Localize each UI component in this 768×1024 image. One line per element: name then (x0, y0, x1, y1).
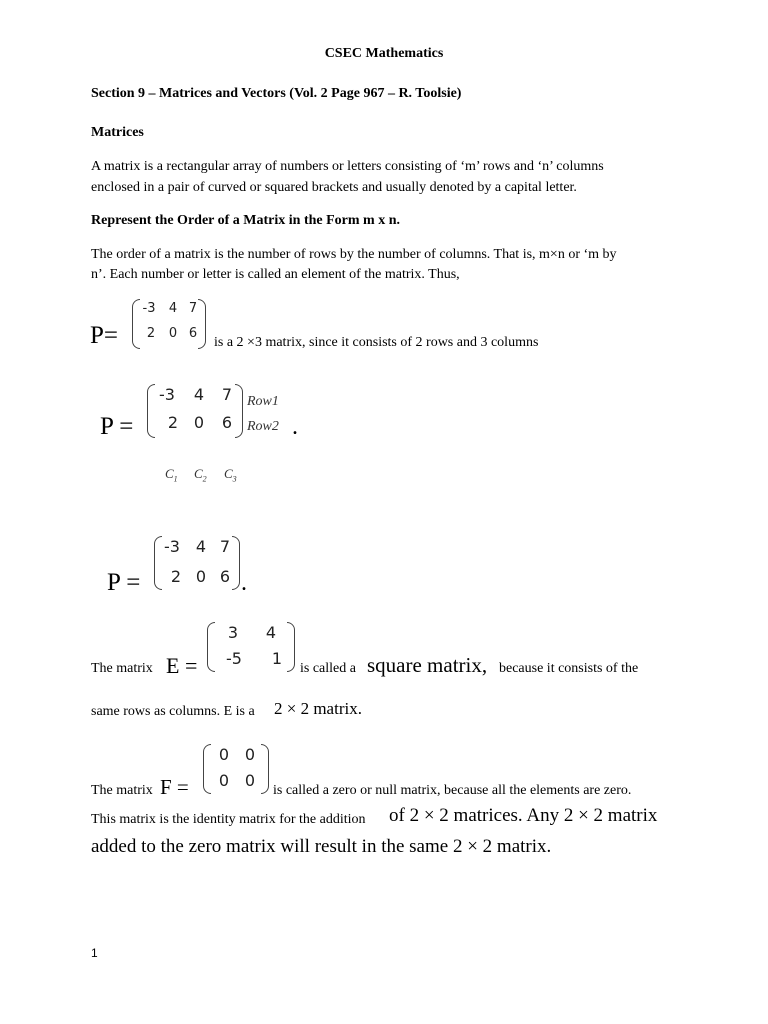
example1-label: P= (90, 322, 119, 349)
example3-matrix (154, 536, 240, 590)
matrix-cell: 4 (168, 301, 178, 316)
square-line2-order: 2 × 2 matrix. (274, 699, 362, 718)
matrix-cell: -3 (164, 537, 180, 556)
square-suffix: because it consists of the (499, 661, 639, 676)
square-mid: is called a (300, 661, 356, 676)
example1-matrix (132, 299, 206, 349)
zero-matrix (203, 744, 269, 794)
row-label-2: Row2 (247, 419, 279, 434)
square-matrix (207, 622, 295, 672)
zero-line2-text: This matrix is the identity matrix for the addition (91, 812, 366, 827)
matrix-cell: 0 (244, 745, 256, 764)
column-label-2: $C_2$ (194, 466, 207, 484)
zero-line2-order: of 2 × 2 matrices. Any 2 × 2 matrix (389, 805, 658, 826)
matrix-cell: 4 (265, 623, 277, 642)
zero-prefix: The matrix (91, 783, 153, 798)
column-label-1: $C_1$ (165, 466, 178, 484)
matrix-cell: 0 (193, 413, 205, 432)
matrices-heading: Matrices (91, 125, 144, 140)
matrix-cell: 0 (168, 326, 178, 341)
matrix-cell: 0 (244, 771, 256, 790)
matrix-cell: 0 (218, 771, 230, 790)
matrix-cell: 0 (195, 567, 207, 586)
matrix-cell: 3 (227, 623, 239, 642)
example3-label: P = (107, 569, 141, 596)
matrix-cell: 0 (218, 745, 230, 764)
square-term: square matrix, (367, 653, 488, 677)
example3-period: . (241, 570, 247, 596)
section-heading: Section 9 – Matrices and Vectors (Vol. 2 Page 967 – R. Toolsie) (91, 86, 462, 101)
right-bracket (261, 744, 269, 794)
matrix-cell: -5 (226, 649, 242, 668)
matrix-cell: 4 (193, 385, 205, 404)
square-line2-text: same rows as columns. E is a (91, 704, 255, 719)
zero-suffix: is called a zero or null matrix, because all the elements are zero. (273, 783, 632, 798)
matrix-cell: -3 (142, 301, 156, 316)
zero-label: F = (160, 775, 189, 799)
matrix-cell: 2 (146, 326, 156, 341)
row-label-1: Row1 (247, 394, 279, 409)
matrix-cell: 6 (188, 326, 198, 341)
matrix-cell: 7 (219, 537, 231, 556)
left-bracket (207, 622, 215, 672)
matrix-cell: 6 (219, 567, 231, 586)
order-text-line-1: The order of a matrix is the number of rows by the number of columns. That is, m×n or ‘m by (91, 247, 617, 262)
square-prefix: The matrix (91, 661, 153, 676)
page-title: CSEC Mathematics (324, 46, 444, 61)
order-text-line-2: n’. Each number or letter is called an element of the matrix. Thus, (91, 267, 460, 282)
example1-caption: is a 2 ×3 matrix, since it consists of 2 rows and 3 columns (214, 335, 539, 350)
matrix-cell: 1 (271, 649, 283, 668)
matrix-cell: 6 (221, 413, 233, 432)
zero-line3: added to the zero matrix will result in the same 2 × 2 matrix. (91, 836, 552, 857)
matrix-cell: 7 (221, 385, 233, 404)
square-label: E = (166, 653, 198, 678)
left-bracket (203, 744, 211, 794)
example2-label: P = (100, 413, 134, 440)
example2-period: . (292, 414, 298, 440)
order-heading: Represent the Order of a Matrix in the Form m x n. (91, 213, 400, 228)
matrix-cell: 2 (170, 567, 182, 586)
matrix-cell: 4 (195, 537, 207, 556)
column-label-3: $C_3$ (224, 466, 237, 484)
matrix-cell: -3 (159, 385, 175, 404)
matrix-cell: 7 (188, 301, 198, 316)
matrix-cell: 2 (167, 413, 179, 432)
definition-line-1: A matrix is a rectangular array of numbers or letters consisting of ‘m’ rows and ‘n’ columns (91, 159, 604, 174)
definition-line-2: enclosed in a pair of curved or squared brackets and usually denoted by a capital letter. (91, 180, 577, 195)
example2-matrix (147, 384, 243, 438)
page-number: 1 (91, 946, 98, 960)
